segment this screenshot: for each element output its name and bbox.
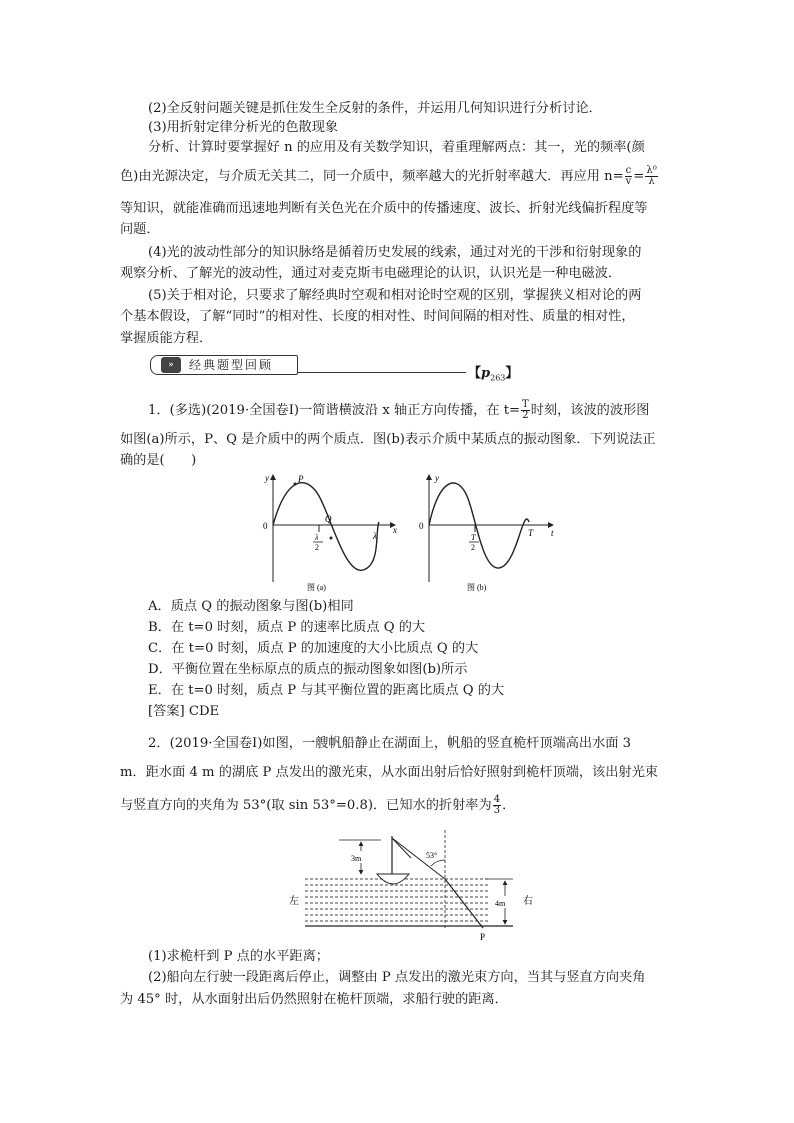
text-span: 1．(多选)(2019·全国卷Ⅰ)一简谐横波沿 x 轴正方向传播，在 t= bbox=[148, 403, 521, 418]
section-rule bbox=[298, 372, 466, 373]
half-lambda-den: 2 bbox=[315, 543, 319, 552]
option-b: B．在 t=0 时刻，质点 P 的速率比质点 Q 的大 bbox=[148, 620, 426, 635]
text-line: 观察分析、了解光的波动性，通过对麦克斯韦电磁理论的认识，认识光是一种电磁波． bbox=[120, 266, 622, 281]
text-line: (4)光的波动性部分的知识脉络是循着历史发展的线索，通过对光的干涉和衍射现象的 bbox=[148, 245, 642, 260]
boat-hull bbox=[377, 874, 409, 884]
vibration-curve bbox=[429, 483, 529, 568]
text-line: (5)关于相对论，只要求了解经典时空观和相对论时空观的区别，掌握狭义相对论的两 bbox=[148, 288, 642, 303]
text-span: ． bbox=[502, 798, 516, 813]
chevron-double-icon: » bbox=[161, 357, 181, 373]
fraction bbox=[625, 166, 633, 187]
fraction-numerator: T bbox=[522, 399, 529, 410]
fraction-numerator: c bbox=[625, 165, 632, 176]
section-header bbox=[150, 355, 298, 375]
angle-label: 53° bbox=[426, 851, 438, 860]
half-T-num: T bbox=[471, 533, 476, 542]
text-line: 掌握质能方程． bbox=[120, 331, 213, 346]
text-line: 为 45° 时，从水面射出后仍然照射在桅杆顶端，求船行驶的距离． bbox=[120, 992, 508, 1007]
text-line: (3)用折射定律分析光的色散现象 bbox=[148, 120, 339, 135]
text-line: 2．(2019·全国卷Ⅰ)如图，一艘帆船静止在湖面上，帆船的竖直桅杆顶端高出水面 3 bbox=[148, 736, 632, 751]
text-line: m．距水面 4 m 的湖底 P 点发出的激光束，从水面出射后恰好照射到桅杆顶端，该出射光束 bbox=[120, 765, 658, 780]
fraction-denominator: λ bbox=[648, 176, 655, 187]
text-line: 如图(a)所示，P、Q 是介质中的两个质点．图(b)表示介质中某质点的振动图象．下列说法正 bbox=[120, 432, 656, 447]
fraction-numerator: 4 bbox=[493, 794, 501, 805]
answer: [答案] CDE bbox=[148, 704, 220, 719]
figure-b-vibration bbox=[415, 470, 565, 598]
left-label: 左 bbox=[289, 896, 299, 907]
fraction bbox=[521, 400, 530, 421]
section-title: 经典题型回顾 bbox=[189, 358, 274, 372]
fraction-denominator: 2 bbox=[522, 410, 529, 421]
point-Q-label: Q bbox=[325, 514, 332, 524]
depth-label: 4m bbox=[495, 899, 506, 908]
angle-arc bbox=[431, 860, 445, 866]
option-c: C．在 t=0 时刻，质点 P 的加速度的大小比质点 Q 的大 bbox=[148, 641, 479, 656]
page-ref-letter: p bbox=[481, 366, 491, 381]
text-span: 色)由光源决定，与介质无关其二，同一介质中，频率越大的光折射率越大．再应用 n= bbox=[120, 169, 624, 184]
question-1-line bbox=[148, 400, 708, 421]
sub-question-1: (1)求桅杆到 P 点的水平距离； bbox=[148, 949, 329, 964]
point-P-label: P bbox=[480, 932, 486, 942]
text-span: 时刻，该波的波形图 bbox=[530, 403, 650, 418]
point-P bbox=[294, 483, 297, 486]
figure-a-caption: 图 (a) bbox=[307, 583, 326, 592]
sub-question-2: (2)船向左行驶一段距离后停止，调整由 P 点发出的激光束方向，当其与竖直方向夹角 bbox=[148, 970, 646, 985]
origin-label: 0 bbox=[263, 521, 268, 531]
mast-height-label: 3m bbox=[351, 854, 362, 863]
y-axis-label: y bbox=[265, 473, 269, 483]
half-T-den: 2 bbox=[471, 543, 475, 552]
text-line: (2)全反射问题关键是抓住发生全反射的条件，并运用几何知识进行分析讨论． bbox=[148, 101, 602, 116]
text-span: 与竖直方向的夹角为 53°(取 sin 53°=0.8)．已知水的折射率为 bbox=[120, 798, 492, 813]
option-e: E．在 t=0 时刻，质点 P 与其平衡位置的距离比质点 Q 的大 bbox=[148, 683, 505, 698]
option-d: D．平衡位置在坐标原点的质点的振动图象如图(b)所示 bbox=[148, 662, 468, 677]
origin-label: 0 bbox=[419, 521, 424, 531]
text-span: = bbox=[633, 169, 645, 184]
question-2-line bbox=[120, 795, 680, 816]
water-body bbox=[305, 879, 490, 921]
point-Q bbox=[330, 537, 333, 540]
text-line: 问题． bbox=[120, 222, 160, 237]
fraction-denominator: 3 bbox=[493, 805, 501, 816]
page-ref-number: 263 bbox=[490, 373, 506, 383]
text-line: 个基本假设，了解“同时”的相对性、长度的相对性、时间间隔的相对性、质量的相对性， bbox=[120, 309, 635, 324]
lambda-label: λ bbox=[373, 531, 377, 541]
wave-curve bbox=[273, 483, 379, 571]
fraction-denominator: v bbox=[625, 176, 632, 187]
right-label: 右 bbox=[523, 896, 533, 907]
fraction bbox=[493, 795, 501, 816]
sail-line bbox=[392, 838, 411, 858]
text-line: 分析、计算时要掌握好 n 的应用及有关数学知识，着重理解两点：其一，光的频率(颜 bbox=[148, 140, 645, 155]
fraction bbox=[645, 166, 657, 187]
text-line bbox=[120, 166, 680, 187]
point-P-label: P bbox=[298, 474, 304, 484]
boat-laser-figure bbox=[285, 828, 545, 948]
x-axis-label: x bbox=[393, 525, 397, 535]
t-axis-label: t bbox=[551, 528, 554, 538]
figure-a-wave bbox=[255, 470, 405, 598]
page-reference: 【$p_{263}$】 bbox=[468, 366, 519, 383]
fraction-numerator: λ⁰ bbox=[646, 165, 657, 176]
y-axis-label: y bbox=[435, 473, 439, 483]
T-label: T bbox=[528, 528, 534, 538]
half-lambda-num: λ bbox=[315, 533, 319, 542]
option-a: A．质点 Q 的振动图象与图(b)相同 bbox=[148, 599, 354, 614]
text-line: 等知识，就能准确而迅速地判断有关色光在介质中的传播速度、波长、折射光线偏折程度等 bbox=[120, 201, 648, 216]
figure-b-caption: 图 (b) bbox=[467, 583, 487, 592]
text-line: 确的是( ) bbox=[120, 453, 197, 468]
